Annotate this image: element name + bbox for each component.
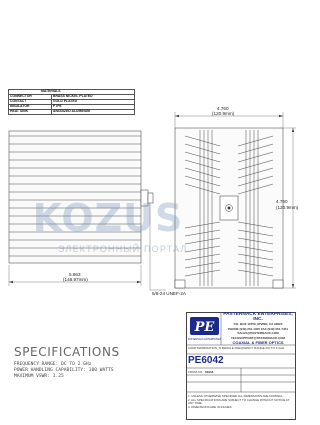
width-dimension: 4.760: [217, 106, 229, 111]
center-pin: [228, 207, 230, 209]
spec-power: POWER HANDLING CAPABILITY: 100 WATTS: [14, 368, 114, 373]
material-part: HEAT SINK: [9, 109, 52, 114]
svg-text:PASTERNACK ENTERPRISES: PASTERNACK ENTERPRISES: [188, 338, 221, 341]
length-dimension: 5.863: [69, 272, 81, 277]
specifications-title: SPECIFICATIONS: [14, 345, 120, 359]
material-part: CONNECTOR: [9, 94, 52, 99]
height-dimension-mm: (120.9mm): [276, 205, 299, 210]
watermark-logo: KOZUS: [32, 196, 184, 240]
company-name: PASTERNACK ENTERPRISES, INC.: [223, 312, 293, 322]
note-line: 2. ALL SPECIFICATIONS ARE SUBJECT TO CHANGE WITHOUT NOTICE AT ANY TIME.: [188, 397, 290, 405]
spec-vswr: MAXIMUM VSWR: 1.25: [14, 374, 64, 379]
material-value: ANODIZED ALUMINUM: [52, 109, 135, 114]
pe-logo-icon: [188, 314, 221, 344]
material-value: BRASS NICKEL PLATED: [52, 94, 135, 99]
height-dimension: 4.760: [276, 199, 288, 204]
thread-callout: 5/8-24 UNEF-2A: [152, 291, 186, 296]
note-line: 1. UNLESS OTHERWISE SPECIFIED ALL DIMENSIONS ARE NOMINAL.: [188, 394, 284, 398]
material-value: PTFE: [52, 104, 135, 109]
note-line: 3. DIMENSIONS ARE IN INCHES.: [188, 404, 233, 409]
materials-header: MATERIALS: [9, 90, 135, 95]
from-no-label: FROM NO.: [188, 370, 203, 374]
part-description: 100W TERMINATION, N FEMALE FREQUENCY RANGE DC TO 2 GHz: [188, 346, 285, 350]
part-number: PE6042: [188, 355, 224, 366]
from-no-value: 53918: [205, 370, 214, 374]
material-part: CONTACT: [9, 99, 52, 104]
spec-frequency: FREQUENCY RANGE: DC TO 2 GHz: [14, 362, 92, 367]
width-dimension-mm: (120.9mm): [212, 111, 235, 116]
material-part: INSULATOR: [9, 104, 52, 109]
pe-logo: [188, 314, 221, 344]
drawing-notes: [188, 395, 294, 409]
foot-right: [273, 280, 283, 288]
foot-left: [175, 280, 185, 288]
company-address: P.O. BOX 16759, IRVINE, CA 92623: [233, 322, 283, 327]
material-value: GOLD PLATED: [52, 99, 135, 104]
end-view: [175, 128, 283, 288]
company-info: [222, 313, 294, 345]
company-email: SALES@PASTERNACK.COM: [237, 331, 279, 336]
company-support: TECHSUPPORT@PASTERNACK.COM: [230, 335, 286, 340]
company-phone: PHONE (949) 261-1920 FAX (949) 261-7451: [227, 326, 289, 331]
watermark-subtitle: ЭЛЕКТРОННЫЙ ПОРТАЛ: [58, 244, 188, 254]
company-tagline: COAXIAL & FIBER OPTICS: [232, 339, 284, 345]
length-dimension-mm: (148.97mm): [63, 277, 88, 282]
svg-text:PE: PE: [194, 320, 215, 335]
